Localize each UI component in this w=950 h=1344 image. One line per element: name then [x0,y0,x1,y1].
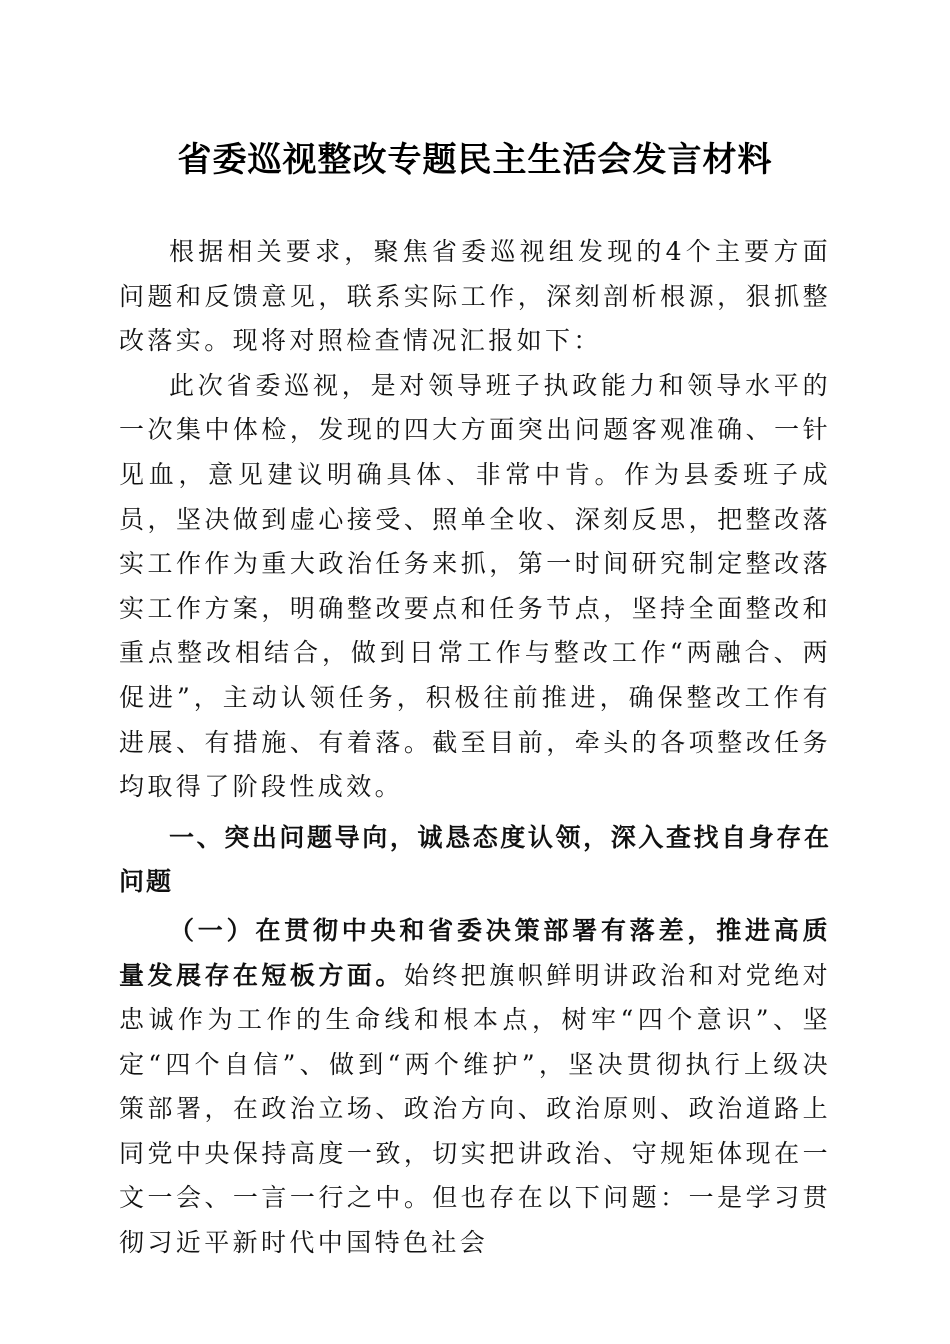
subsection-body: 始终把旗帜鲜明讲政治和对党绝对忠诚作为工作的生命线和根本点，树牢“四个意识”、坚定“四个自信”、做到“两个维护”，坚决贯彻执行上级决策部署，在政治立场、政治方向、政治原则、政治道路上同党中央保持高度一致，切实把讲政治、守规矩体现在一文一会、一言一行之中。但也存在以下问题：一是学习贯彻习近平新时代中国特色社会 [119,960,831,1258]
document-body [119,230,831,1266]
section-heading: 一、突出问题导向，诚恳态度认领，深入查找自身存在问题 [119,822,831,897]
context-paragraph: 此次省委巡视，是对领导班子执政能力和领导水平的一次集中体检，发现的四大方面突出问题客观准确、一针见血，意见建议明确具体、非常中肯。作为县委班子成员，坚决做到虚心接受、照单全收、深刻反思，把整改落实工作作为重大政治任务来抓，第一时间研究制定整改落实工作方案，明确整改要点和任务节点，坚持全面整改和重点整改相结合，做到日常工作与整改工作“两融合、两促进”，主动认领任务，积极往前推进，确保整改工作有进展、有措施、有着落。截至目前，牵头的各项整改任务均取得了阶段性成效。 [119,370,831,802]
intro-paragraph: 根据相关要求，聚焦省委巡视组发现的4个主要方面问题和反馈意见，联系实际工作，深刻剖析根源，狠抓整改落实。现将对照检查情况汇报如下： [119,237,831,356]
subsection-paragraph [119,909,831,1266]
subsection-title: （一）在贯彻中央和省委决策部署有落差，推进高质量发展存在短板方面。 [119,915,831,990]
document-title: 省委巡视整改专题民主生活会发言材料 [177,140,773,180]
